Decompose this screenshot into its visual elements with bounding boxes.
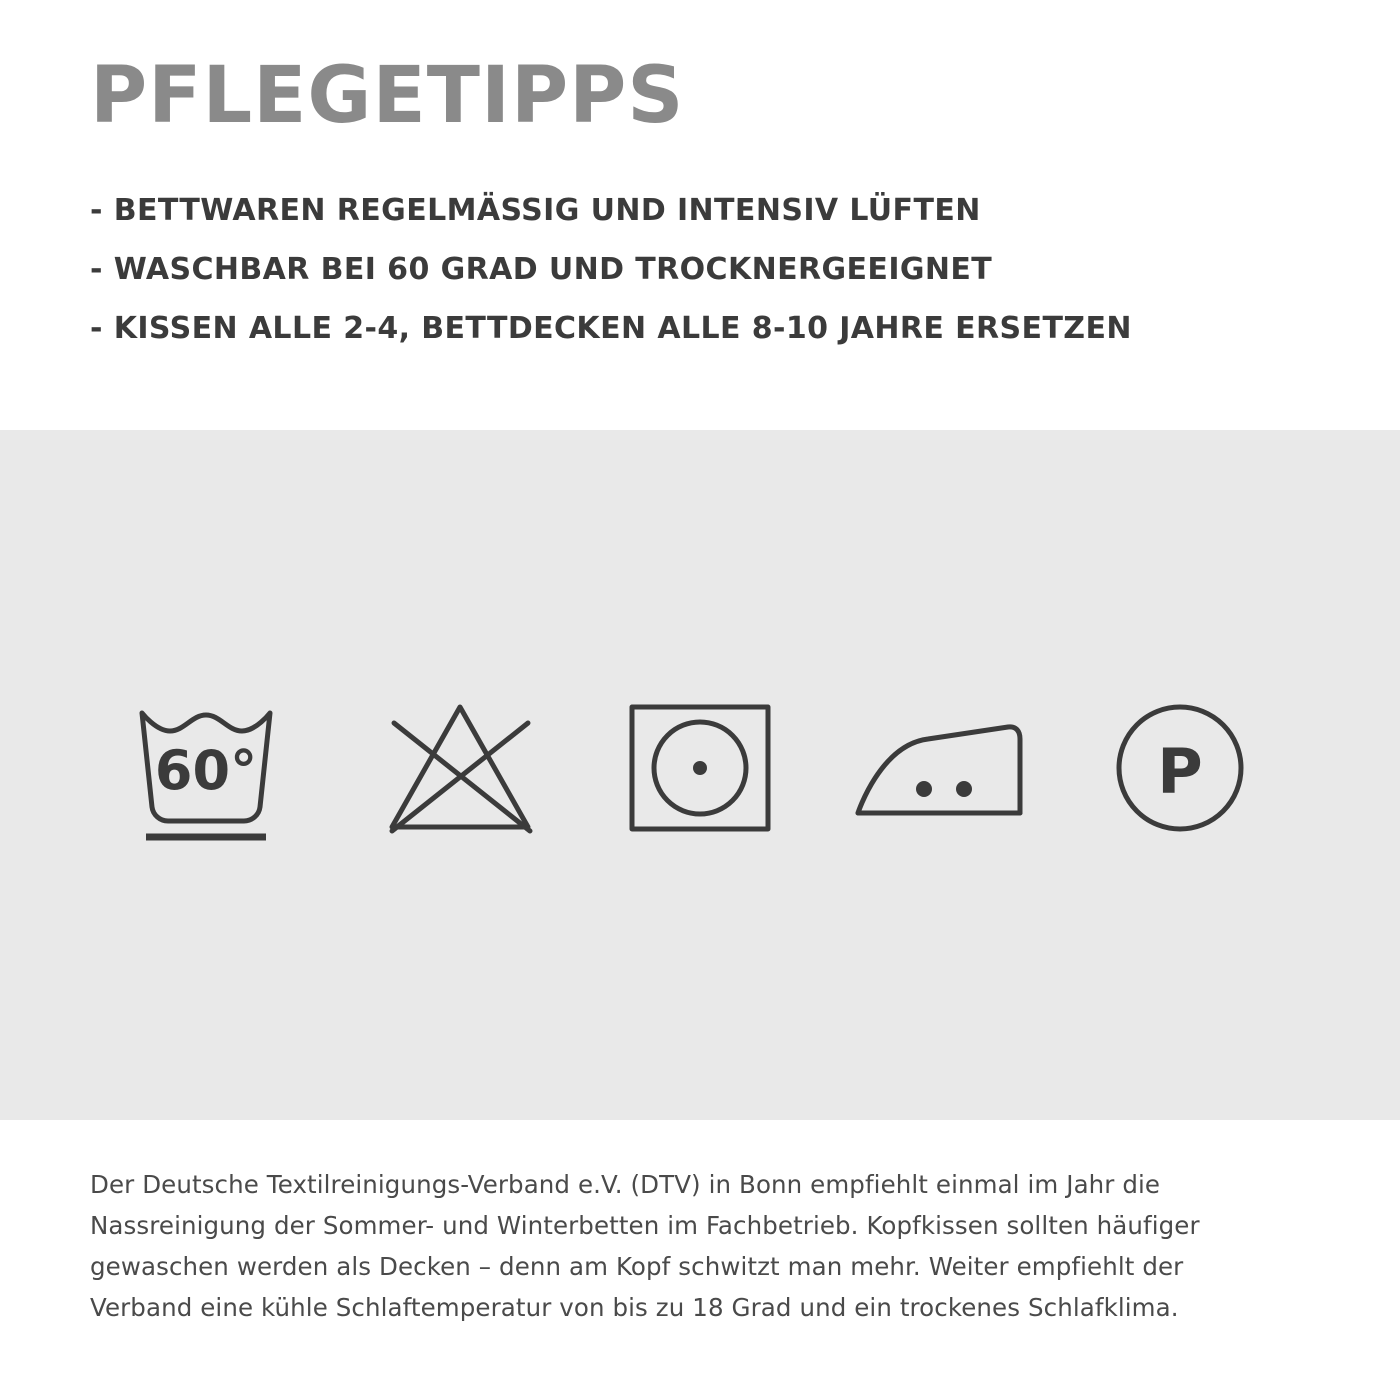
header-section	[0, 0, 1400, 430]
iron-medium-icon	[840, 685, 1040, 855]
care-tip-item: - BETTWAREN REGELMÄSSIG UND INTENSIV LÜFTEN	[90, 192, 981, 228]
professional-cleaning-p-icon	[1080, 685, 1280, 855]
care-tips-list	[90, 192, 1310, 346]
care-tip-item: - KISSEN ALLE 2-4, BETTDECKEN ALLE 8-10 JAHRE ERSETZEN	[90, 310, 1132, 346]
care-tip-item: - WASCHBAR BEI 60 GRAD UND TROCKNERGEEIGNET	[90, 251, 993, 287]
page-title: PFLEGETIPPS	[90, 51, 685, 141]
care-symbol-row	[120, 685, 1280, 855]
care-symbol-band	[0, 430, 1400, 1120]
tumble-dry-low-icon	[600, 685, 800, 855]
footer-paragraph: Der Deutsche Textilreinigungs-Verband e.V. (DTV) in Bonn empfiehlt einmal im Jahr die Nassreinigung der Sommer- und Winterbetten im Fachbetrieb. Kopfkissen sollten häufiger gewaschen werden als Decken – denn am Kopf schwitzt man mehr. Weiter empfiehlt der Verband eine kühle Schlaftemperatur von bis zu 18 Grad und ein trockenes Schlafklima.	[90, 1170, 1200, 1323]
wash-60-degrees-icon	[120, 685, 320, 855]
wash-temperature-label: 60°	[154, 739, 258, 802]
cleaning-code-label: P	[1157, 735, 1203, 808]
footer-section	[0, 1120, 1400, 1400]
do-not-bleach-icon	[360, 685, 560, 855]
